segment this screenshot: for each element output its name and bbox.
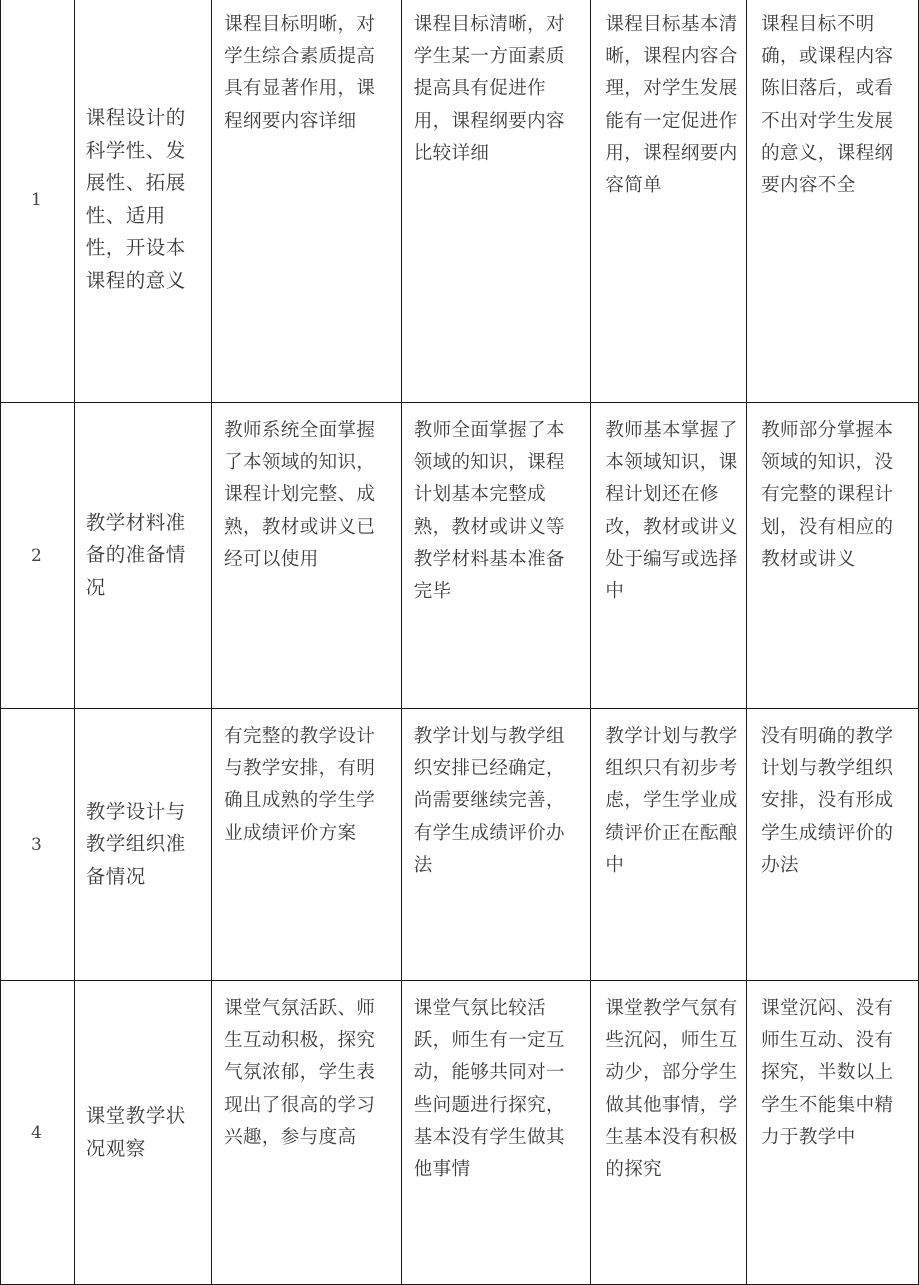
grade-text: 课程目标清晰，对学生某一方面素质提高具有促进作用，课程纲要内容比较详细 (402, 0, 591, 170)
grade-good-cell (401, 403, 591, 709)
row-number: 1 (1, 190, 74, 210)
grade-good-cell (401, 0, 591, 403)
grade-fair-cell (591, 403, 747, 709)
grade-text: 有完整的教学设计与教学安排，有明确且成熟的学生学业成绩评价方案 (212, 709, 401, 850)
grade-poor-cell (747, 981, 919, 1285)
grade-fair-cell (591, 981, 747, 1285)
grade-text: 没有明确的教学计划与教学组织安排，没有形成学生成绩评价的办法 (747, 709, 918, 882)
row-number: 4 (1, 1123, 74, 1143)
table-row (1, 403, 919, 709)
row-number-cell (1, 0, 75, 403)
row-number-cell (1, 981, 75, 1285)
criterion-text: 课堂教学状况观察 (75, 1100, 211, 1165)
grade-text: 教师部分掌握本领域的知识，没有完整的课程计划，没有相应的教材或讲义 (747, 403, 918, 576)
criterion-text: 教学设计与教学组织准备情况 (75, 796, 211, 894)
row-number: 3 (1, 835, 74, 855)
grade-excellent-cell (212, 403, 402, 709)
grade-poor-cell (747, 403, 919, 709)
row-number: 2 (1, 546, 74, 566)
grade-text: 课程目标不明确，或课程内容陈旧落后，或看不出对学生发展的意义，课程纲要内容不全 (747, 0, 918, 202)
grade-poor-cell (747, 709, 919, 981)
grade-text: 教师全面掌握了本领域的知识，课程计划基本完整成熟，教材或讲义等教学材料基本准备完毕 (402, 403, 591, 608)
grade-text: 教师基本掌握了本领域知识，课程计划还在修改，教材或讲义处于编写或选择中 (591, 403, 746, 608)
grade-excellent-cell (212, 0, 402, 403)
grade-text: 教学计划与教学组织安排已经确定，尚需要继续完善，有学生成绩评价办法 (402, 709, 591, 882)
criterion-cell (74, 709, 211, 981)
criterion-cell (74, 0, 211, 403)
grade-excellent-cell (212, 981, 402, 1285)
grade-text: 课堂气氛活跃、师生互动积极，探究气氛浓郁，学生表现出了很高的学习兴趣，参与度高 (212, 981, 401, 1154)
grade-text: 课程目标基本清晰，课程内容合理，对学生发展能有一定促进作用，课程纲要内容简单 (591, 0, 746, 202)
criterion-cell (74, 981, 211, 1285)
row-number-cell (1, 709, 75, 981)
grade-fair-cell (591, 0, 747, 403)
grade-text: 课程目标明晰，对学生综合素质提高具有显著作用，课程纲要内容详细 (212, 0, 401, 138)
criterion-text: 教学材料准备的准备情况 (75, 507, 211, 605)
row-number-cell (1, 403, 75, 709)
grade-poor-cell (747, 0, 919, 403)
grade-text: 课堂教学气氛有些沉闷，师生互动少，部分学生做其他事情，学生基本没有积极的探究 (591, 981, 746, 1186)
grade-text: 课堂沉闷、没有师生互动、没有探究，半数以上学生不能集中精力于教学中 (747, 981, 918, 1154)
grade-excellent-cell (212, 709, 402, 981)
grade-fair-cell (591, 709, 747, 981)
grade-text: 教师系统全面掌握了本领域的知识，课程计划完整、成熟，教材或讲义已经可以使用 (212, 403, 401, 576)
grade-good-cell (401, 709, 591, 981)
table-row (1, 709, 919, 981)
table-row (1, 981, 919, 1285)
criterion-cell (74, 403, 211, 709)
table-row (1, 0, 919, 403)
criterion-text: 课程设计的科学性、发展性、拓展性、适用性，开设本课程的意义 (75, 102, 211, 297)
grade-text: 课堂气氛比较活跃，师生有一定互动，能够共同对一些问题进行探究，基本没有学生做其他事情 (402, 981, 591, 1186)
grade-text: 教学计划与教学组织只有初步考虑，学生学业成绩评价正在酝酿中 (591, 709, 746, 882)
grade-good-cell (401, 981, 591, 1285)
